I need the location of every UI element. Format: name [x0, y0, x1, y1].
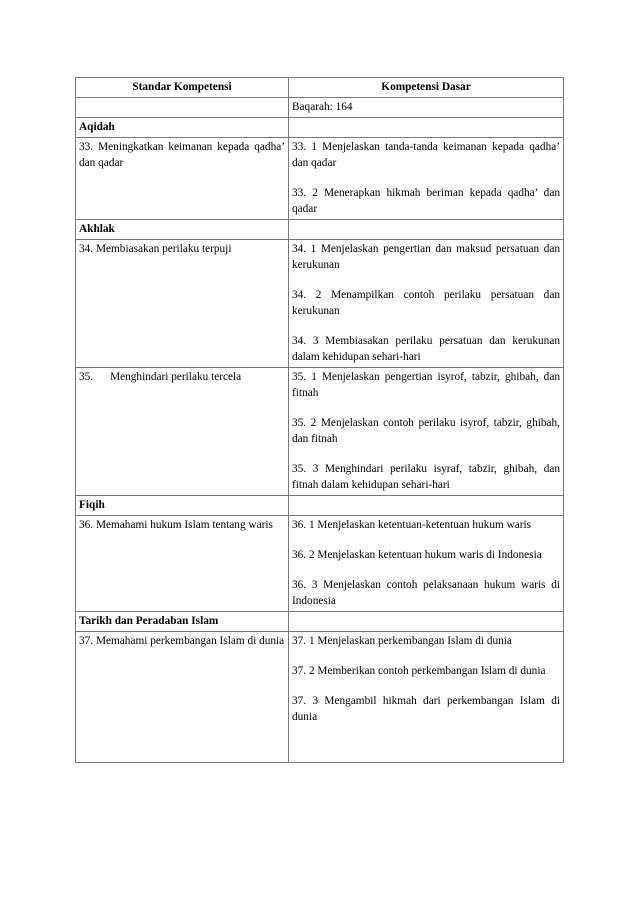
- kompetensi-dasar-cell: [289, 516, 564, 612]
- kompetensi-dasar-cell: [289, 368, 564, 496]
- section-row: [76, 496, 564, 516]
- standar-kompetensi-cell: 37. Memahami perkembangan Islam di dunia: [76, 632, 289, 763]
- kompetensi-dasar-cell: [289, 240, 564, 368]
- standar-kompetensi-cell: 34. Membiasakan perilaku terpuji: [76, 240, 289, 368]
- intro-row: [76, 98, 564, 118]
- kompetensi-dasar-item: 34. 2 Menampilkan contoh perilaku persatuan dan kerukunan: [292, 289, 560, 317]
- header-row: [76, 78, 564, 98]
- section-title: Tarikh dan Peradaban Islam: [76, 612, 289, 632]
- table-row: [76, 516, 564, 612]
- table-row: [76, 240, 564, 368]
- standar-kompetensi-cell: 36. Memahami hukum Islam tentang waris: [76, 516, 289, 612]
- section-title: Fiqih: [76, 496, 289, 516]
- kompetensi-dasar-item: 35. 3 Menghindari perilaku isyraf, tabzir, ghibah, dan fitnah dalam kehidupan sehari-hari: [292, 463, 560, 491]
- section-empty-cell: [289, 496, 564, 516]
- kompetensi-dasar-item: 36. 3 Menjelaskan contoh pelaksanaan hukum waris di Indonesia: [292, 579, 560, 607]
- kompetensi-dasar-item: 34. 3 Membiasakan perilaku persatuan dan kerukunan dalam kehidupan sehari-hari: [292, 335, 560, 363]
- kompetensi-dasar-item: 36. 1 Menjelaskan ketentuan-ketentuan hukum waris: [292, 519, 532, 531]
- kompetensi-dasar-item: 35. 2 Menjelaskan contoh perilaku isyrof, tabzir, ghibah, dan fitnah: [292, 417, 560, 445]
- section-empty-cell: [289, 118, 564, 138]
- kompetensi-dasar-cell: [289, 138, 564, 220]
- kompetensi-dasar-cell: [289, 632, 564, 763]
- section-row: [76, 118, 564, 138]
- table-row: [76, 368, 564, 496]
- standar-kompetensi-cell: 33. Meningkatkan keimanan kepada qadha’ dan qadar: [76, 138, 289, 220]
- section-title: Akhlak: [76, 220, 289, 240]
- table-row: [76, 632, 564, 763]
- section-title: Aqidah: [76, 118, 289, 138]
- kompetensi-dasar-item: 36. 2 Menjelaskan ketentuan hukum waris di Indonesia: [292, 549, 542, 561]
- kompetensi-dasar-item: 33. 2 Menerapkan hikmah beriman kepada qadha’ dan qadar: [292, 187, 560, 215]
- intro-cell: Baqarah: 164: [289, 98, 564, 118]
- section-row: [76, 220, 564, 240]
- header-standar-kompetensi: Standar Kompetensi: [76, 78, 289, 98]
- kompetensi-dasar-item: 34. 1 Menjelaskan pengertian dan maksud persatuan dan kerukunan: [292, 243, 560, 271]
- competency-table: [75, 77, 564, 763]
- standar-kompetensi-cell: 35. Menghindari perilaku tercela: [76, 368, 289, 496]
- section-empty-cell: [289, 612, 564, 632]
- table-body: [76, 98, 564, 763]
- table-row: [76, 138, 564, 220]
- kompetensi-dasar-item: 35. 1 Menjelaskan pengertian isyrof, tabzir, ghibah, dan fitnah: [292, 371, 560, 399]
- intro-empty-cell: [76, 98, 289, 118]
- kompetensi-dasar-item: 37. 3 Mengambil hikmah dari perkembangan Islam di dunia: [292, 695, 560, 723]
- header-kompetensi-dasar: Kompetensi Dasar: [289, 78, 564, 98]
- section-empty-cell: [289, 220, 564, 240]
- section-row: [76, 612, 564, 632]
- kompetensi-dasar-item: 37. 2 Memberikan contoh perkembangan Islam di dunia: [292, 665, 546, 677]
- kompetensi-dasar-item: 37. 1 Menjelaskan perkembangan Islam di dunia: [292, 635, 512, 647]
- kompetensi-dasar-item: 33. 1 Menjelaskan tanda-tanda keimanan kepada qadha’ dan qadar: [292, 141, 560, 169]
